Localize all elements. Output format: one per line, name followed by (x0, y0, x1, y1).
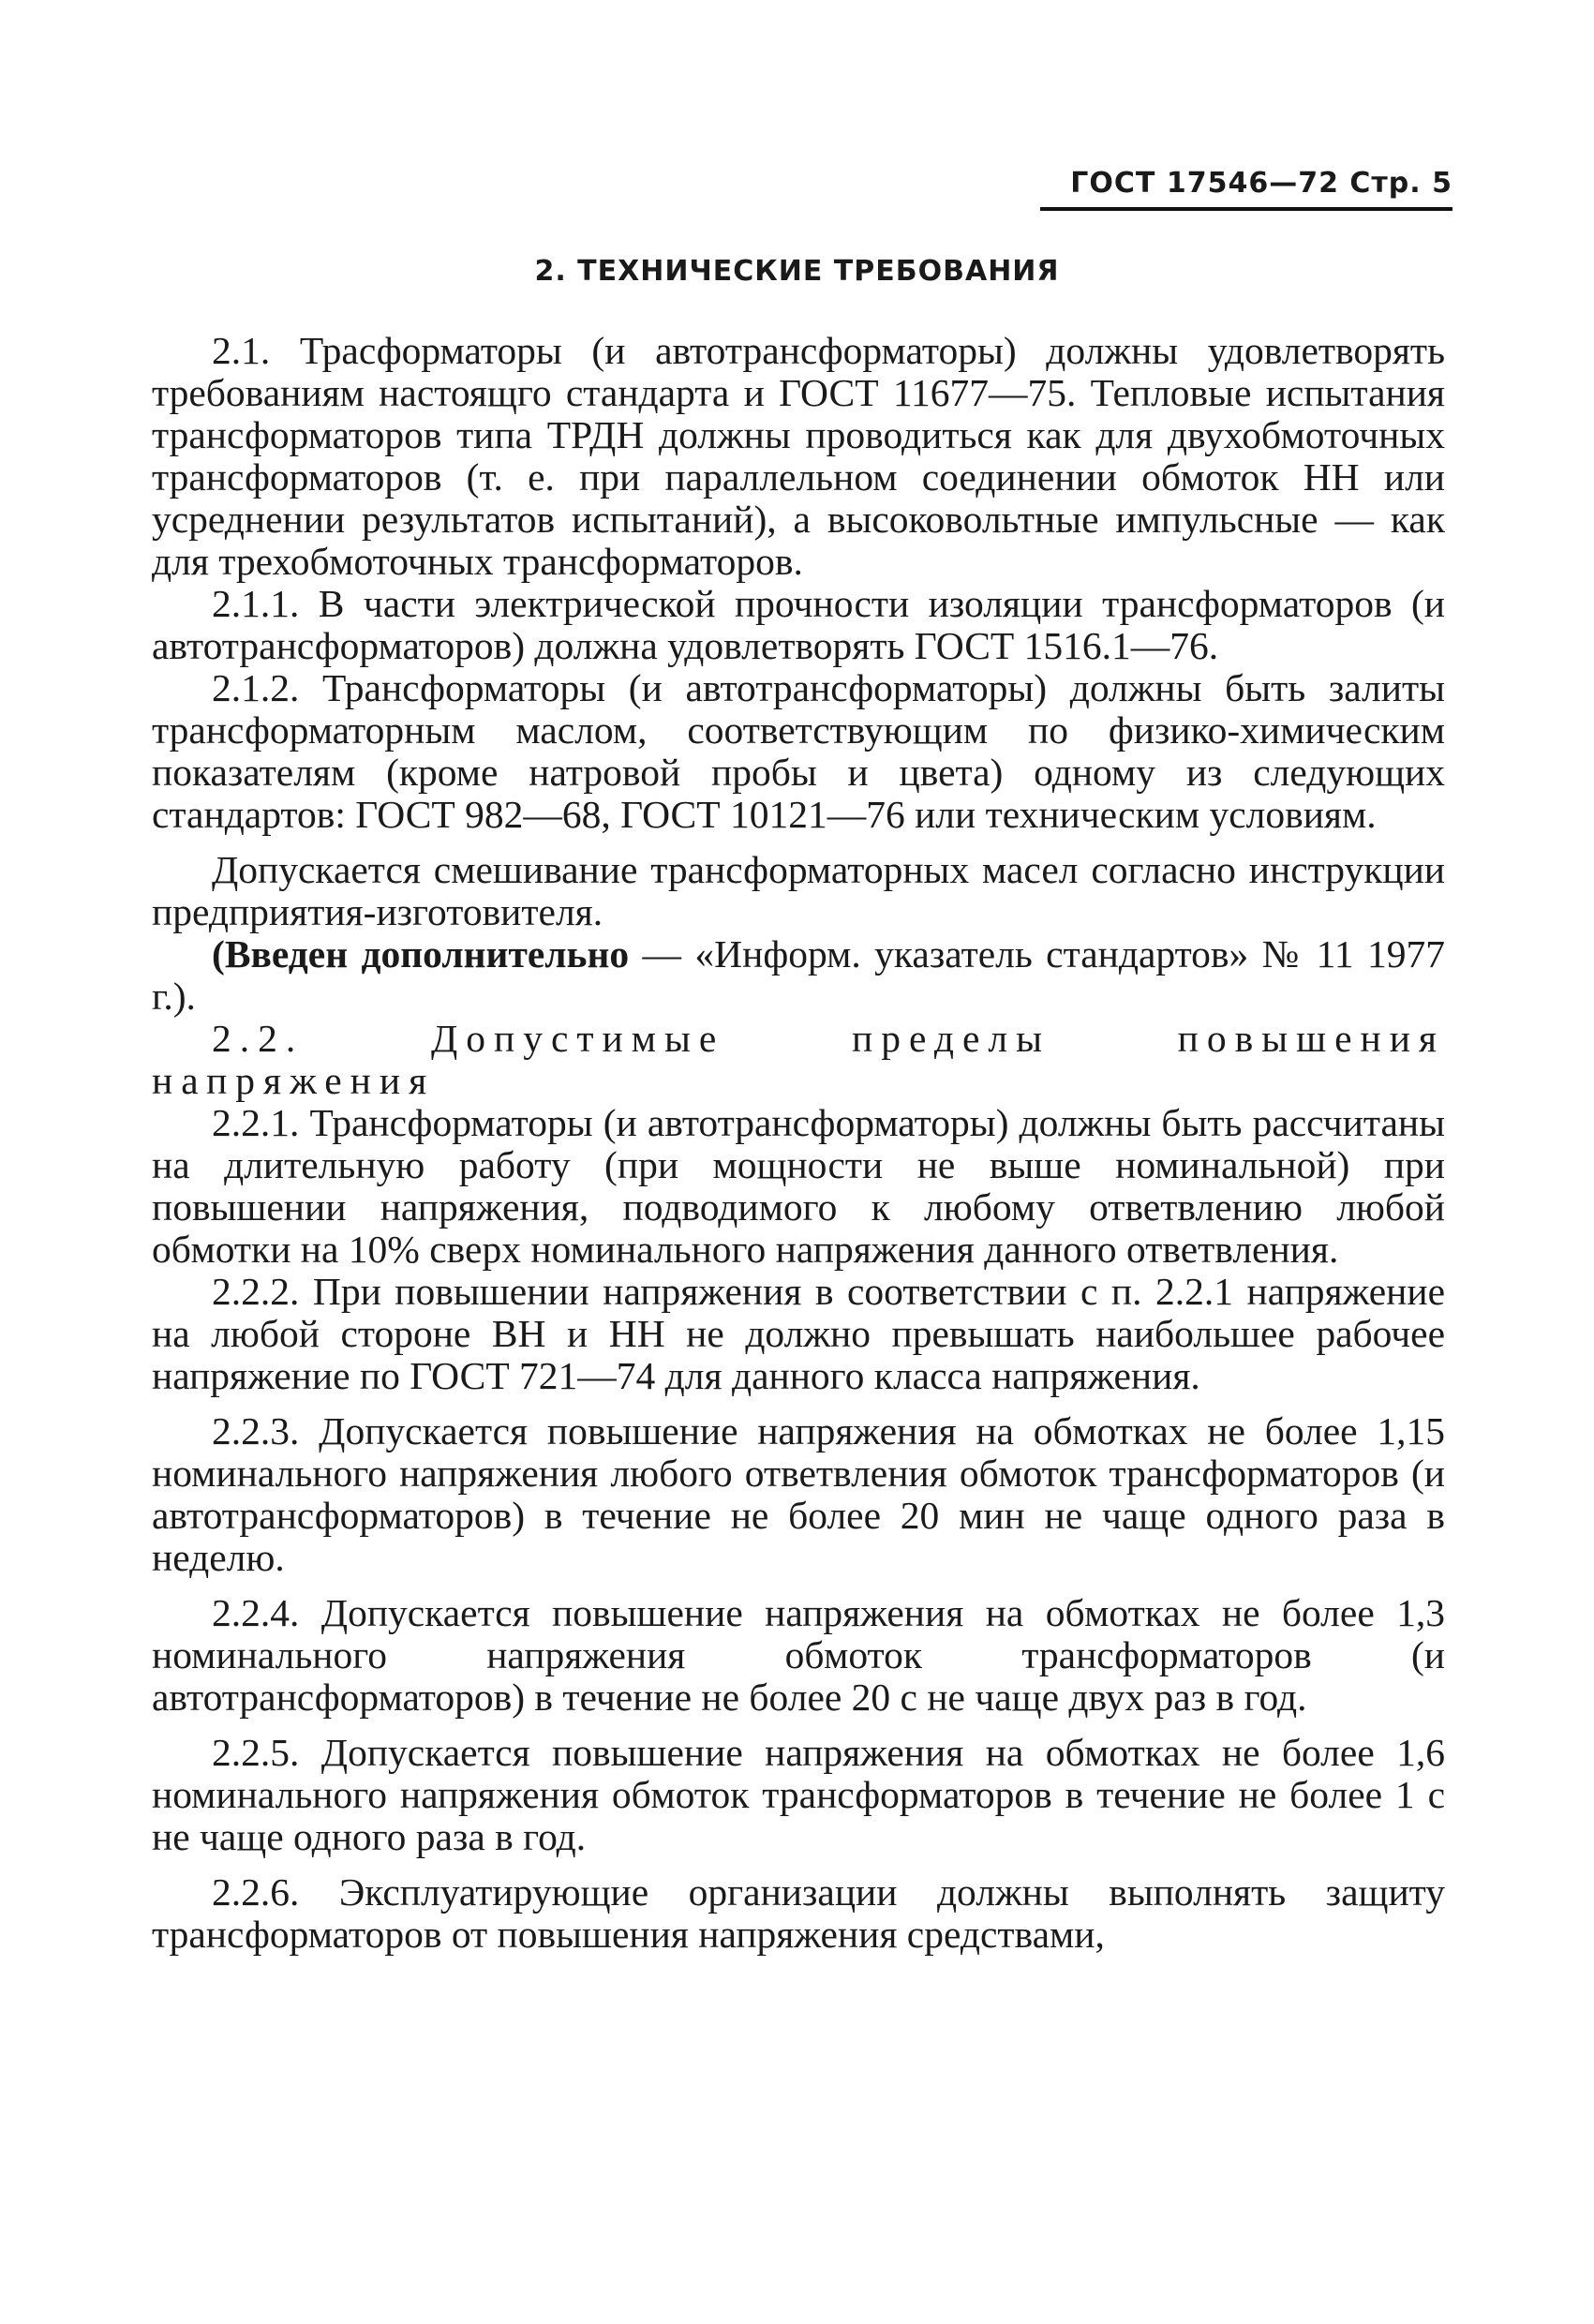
clause-2-2-1: 2.2.1. Трансформаторы (и автотрансформаторы) должны быть рассчитаны на длительную работу (при мощности не выше номинальной) при повышении напряжения, подводимого к любому ответвлению любой обмотки на 10% сверх номинального напряжения данного ответвления. (152, 1101, 1445, 1271)
running-header: ГОСТ 17546—72 Стр. 5 (1040, 167, 1452, 211)
clause-2-1-2: 2.1.2. Трансформаторы (и автотрансформаторы) должны быть залиты трансформаторным маслом, соответствующим по физико-химическим показателям (кроме натровой пробы и цвета) одному из следующих стандартов: ГОСТ 982—68, ГОСТ 10121—76 или техническим условиям. (152, 666, 1445, 836)
clause-2-2-2: 2.2.2. При повышении напряжения в соответствии с п. 2.2.1 напряжение на любой стороне ВН и НН не должно превышать наибольшее рабочее напряжение по ГОСТ 721—74 для данного класса напряжения. (152, 1270, 1445, 1397)
clause-2-1: 2.1. Трасформаторы (и автотрансформаторы) должны удовлетворять требованиям настоящго стандарта и ГОСТ 11677—75. Тепловые испытания трансформаторов типа ТРДН должны проводиться как для двухобмоточных трансформаторов (т. е. при параллельном соединении обмоток НН или усреднении результатов испытаний), а высоковольтные импульсные — как для трехобмоточных трансформаторов. (152, 329, 1445, 583)
amendment-note-text: — «Информ. указатель стандартов» № 11 1977 г.). (152, 932, 1445, 1018)
amendment-note-lead: (Введен дополнительно (212, 932, 630, 976)
clause-2-2-3: 2.2.3. Допускается повышение напряжения на обмотках не более 1,15 номинального напряжения любого ответвления обмоток трансформаторов (и автотрансформаторов) в течение не более 20 мин не чаще одного раза в неделю. (152, 1409, 1445, 1579)
section-title: 2. ТЕХНИЧЕСКИЕ ТРЕБОВАНИЯ (534, 255, 1060, 288)
oil-mixing-paragraph: Допускается смешивание трансформаторных масел согласно инструкции предприятия-изготовителя. (152, 848, 1445, 933)
clause-2-2-6: 2.2.6. Эксплуатирующие организации должны выполнять защиту трансформаторов от повышения напряжения средствами, (152, 1870, 1445, 1956)
document-body (152, 330, 1445, 1956)
clause-2-2-4: 2.2.4. Допускается повышение напряжения на обмотках не более 1,3 номинального напряжения обмоток трансформаторов (и автотрансформаторов) в течение не более 20 с не чаще двух раз в год. (152, 1591, 1445, 1719)
clause-2-2-heading: 2.2. Допустимые пределы повышения напряжения (152, 1017, 1445, 1102)
clause-2-1-1: 2.1.1. В части электрической прочности изоляции трансформаторов (и автотрансформаторов) должна удовлетворять ГОСТ 1516.1—76. (152, 582, 1445, 667)
amendment-note (152, 933, 1445, 1018)
clause-2-2-5: 2.2.5. Допускается повышение напряжения на обмотках не более 1,6 номинального напряжения обмоток трансформаторов в течение не более 1 с не чаще одного раза в год. (152, 1731, 1445, 1858)
